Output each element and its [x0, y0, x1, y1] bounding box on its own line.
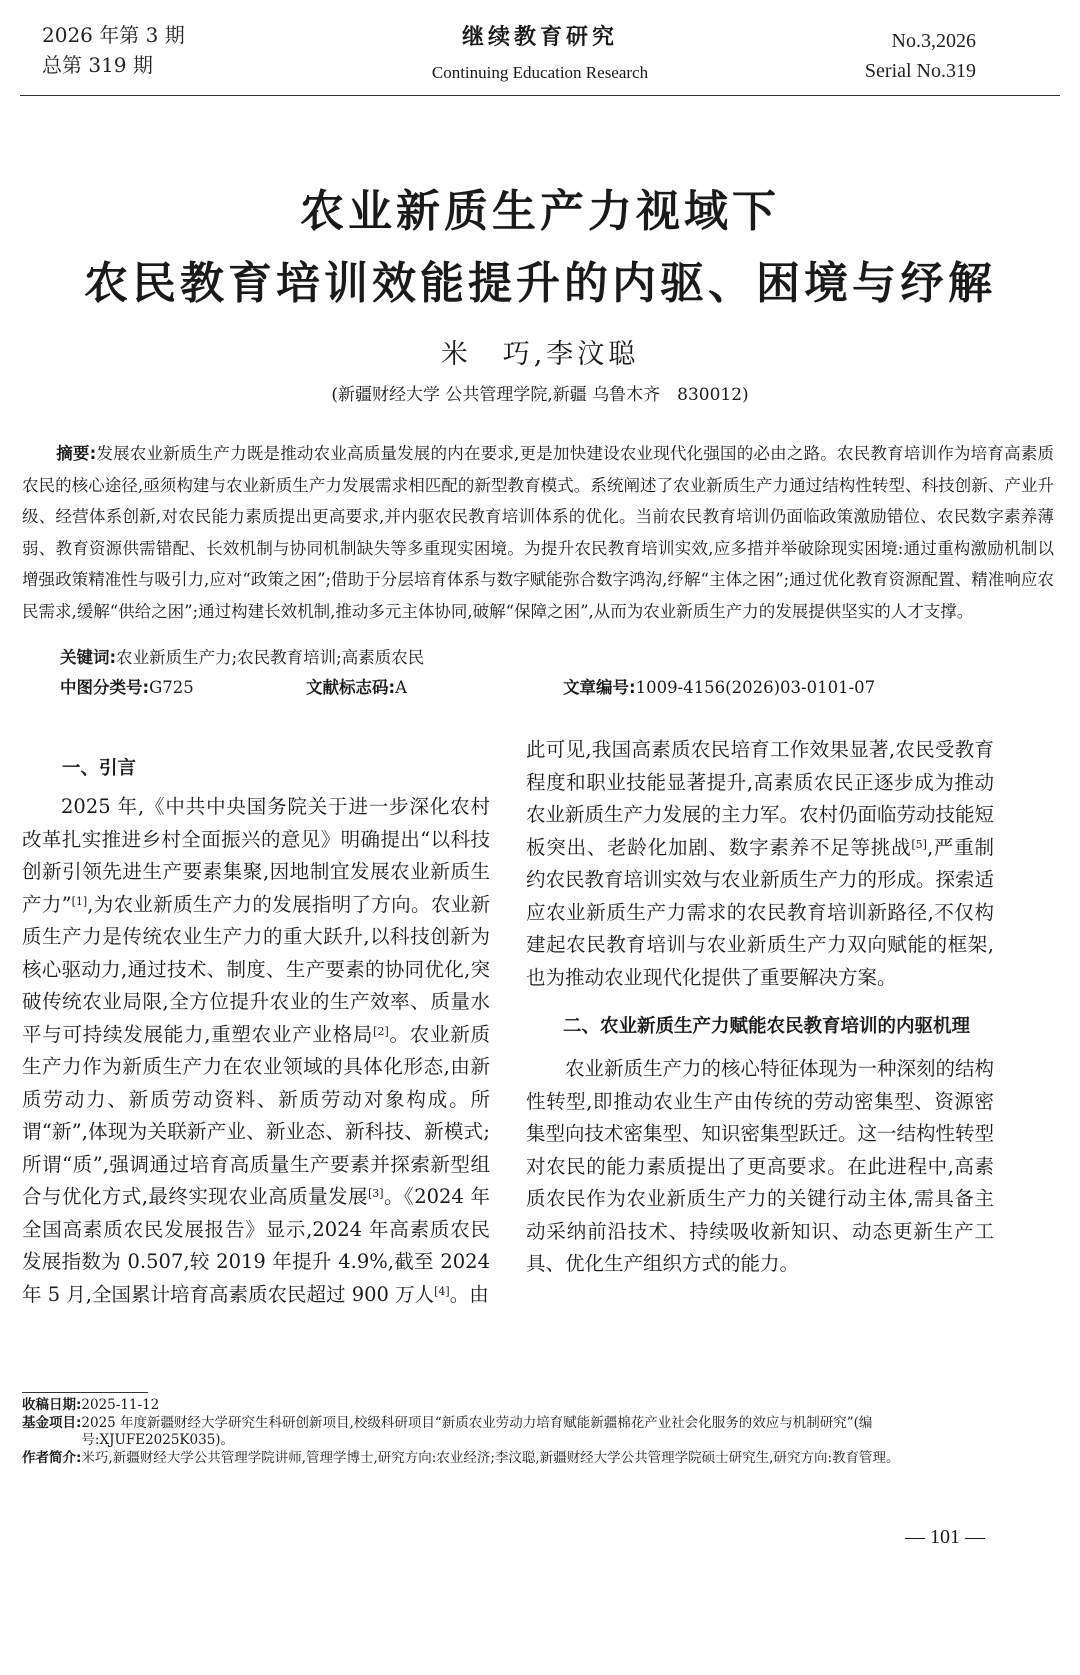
footnotes [22, 1397, 997, 1467]
article-number-value: 1009-4156(2026)03-0101-07 [635, 678, 876, 697]
title-line-2: 农民教育培训效能提升的内驱、困境与纾解 [84, 258, 996, 309]
article-number [563, 673, 875, 703]
author-bio [22, 1450, 997, 1468]
header-divider [20, 95, 1060, 96]
clc-value: G725 [149, 678, 194, 697]
author-bio-label: 作者简介: [22, 1449, 82, 1466]
clc-number [60, 673, 194, 703]
abstract [22, 438, 1054, 628]
paragraph-1 [22, 791, 490, 1311]
p2-text-a: 此可见,我国高素质农民培育工作效果显著,农民受教育程度和职业技能显著提升,高素质农民正逐步成为推动农业新质生产力发展的主力军。农村仍面临劳动技能短板突出、老龄化加剧、数字素养不足等挑战 [526, 738, 995, 859]
issue-number-cn: 2026 年第 3 期 [42, 23, 185, 47]
issue-number-en: No.3,2026 [891, 30, 976, 52]
fund-label: 基金项目: [22, 1414, 82, 1431]
authors: 米 巧,李汶聪 [440, 339, 640, 370]
citation-3[interactable]: [3] [367, 1187, 384, 1200]
citation-4[interactable]: [4] [434, 1284, 450, 1298]
citation-1[interactable]: [1] [71, 894, 88, 908]
abstract-label: 摘要: [56, 444, 97, 463]
section-2-heading: 二、农业新质生产力赋能农民教育培训的内驱机理 [563, 1016, 971, 1037]
clc-label: 中图分类号: [60, 678, 150, 697]
p1-text-c: 。农业新质生产力作为新质生产力在农业领域的具体化形态,由新质劳动力、新质劳动资料、新质劳动对象构成。所谓“新”,体现为关联新产业、新业态、新科技、新模式;所谓“质”,强调通过培育高质量生产要素并探索新型组合与优化方式,最终实现农业高质量发展 [22, 1022, 490, 1208]
p1-text-e: 。由 [449, 1282, 489, 1306]
journal-title-cn: 继续教育研究 [461, 24, 618, 50]
body-column-left [22, 752, 490, 1311]
body-column-right [526, 734, 994, 1281]
p2-text-b: ,严重制约农民教育培训实效与农业新质生产力的形成。探索适应农业新质生产力需求的农民教育培训新路径,不仅构建起农民教育培训与农业新质生产力双向赋能的框架,也为推动农业现代化提供了重要解决方案。 [526, 835, 995, 989]
paragraph-2 [526, 734, 994, 994]
paragraph-3: 农业新质生产力的核心特征体现为一种深刻的结构性转型,即推动农业生产由传统的劳动密集型、资源密集型向技术密集型、知识密集型跃迁。这一结构性转型对农民的能力素质提出了更高要求。在此进程中,高素质农民作为农业新质生产力的关键行动主体,需具备主动采纳前沿技术、持续吸收新知识、动态更新生产工具、优化生产组织方式的能力。 [526, 1057, 995, 1275]
keywords [60, 643, 1050, 673]
citation-5[interactable]: [5] [911, 837, 927, 851]
serial-number-cn: 总第 319 期 [42, 53, 153, 77]
section-1-heading: 一、引言 [62, 758, 137, 779]
received-value: 2025-11-12 [81, 1397, 160, 1413]
document-code [306, 673, 407, 703]
title-line-1: 农业新质生产力视域下 [300, 186, 780, 237]
keywords-label: 关键词: [60, 648, 117, 667]
received-label: 收稿日期: [22, 1397, 82, 1413]
p1-text-b: ,为农业新质生产力的发展指明了方向。农业新质生产力是传统农业生产力的重大跃升,以科技创新为核心驱动力,通过技术、制度、生产要素的协同优化,突破传统农业局限,全方位提升农业的生产效率、质量水平与可持续发展能力,重塑农业产业格局 [22, 892, 490, 1046]
abstract-text: 发展农业新质生产力既是推动农业高质量发展的内在要求,更是加快建设农业现代化强国的必由之路。农民教育培训作为培育高素质农民的核心途径,亟须构建与农业新质生产力发展需求相匹配的新型教育模式。系统阐述了农业新质生产力通过结构性转型、科技创新、产业升级、经营体系创新,对农民能力素质提出更高要求,并内驱农民教育培训体系的优化。当前农民教育培训仍面临政策激励错位、农民数字素养薄弱、教育资源供需错配、长效机制与协同机制缺失等多重现实困境。为提升农民教育培训实效,应多措并举破除现实困境:通过重构激励机制以增强政策精准性与吸引力,应对“政策之困”;借助于分层培育体系与数字赋能弥合数字鸿沟,纾解“主体之困”;通过优化教育资源配置、精准响应农民需求,缓解“供给之困”;通过构建长效机制,推动多元主体协同,破解“保障之困”,从而为农业新质生产力的发展提供坚实的人才支撑。 [22, 444, 1054, 621]
doc-code-value: A [395, 678, 408, 697]
article-number-label: 文章编号: [563, 678, 636, 697]
footnote-divider [22, 1392, 148, 1393]
p1-text-a: 2025 年,《中共中央国务院关于进一步深化农村改革扎实推进乡村全面振兴的意见》明确提出“以科技创新引领先进生产要素集聚,因地制宜发展农业新质生产力” [22, 795, 490, 916]
p1-text-d: 。《2024 年全国高素质农民发展报告》显示,2024 年高素质农民发展指数为 0.507,较 2019 年提升 4.9%,截至 2024 年 5 月,全国累计培育高素质农民超过 900 万人 [22, 1185, 490, 1306]
affiliation: (新疆财经大学 公共管理学院,新疆 乌鲁木齐 830012) [331, 385, 749, 405]
doc-code-label: 文献标志码: [306, 678, 396, 697]
author-bio-value: 米巧,新疆财经大学公共管理学院讲师,管理学博士,研究方向:农业经济;李汶聪,新疆财经大学公共管理学院硕士研究生,研究方向:教育管理。 [81, 1449, 900, 1466]
fund-value: 2025 年度新疆财经大学研究生科研创新项目,校级科研项目“新质农业劳动力培育赋能新疆棉花产业社会化服务的效应与机制研究”(编号:XJUFE2025K035)。 [81, 1414, 873, 1448]
citation-2[interactable]: [2] [373, 1024, 389, 1038]
serial-number-en: Serial No.319 [864, 60, 976, 82]
keywords-text: 农业新质生产力;农民教育培训;高素质农民 [116, 648, 425, 667]
issue-info-en [865, 26, 976, 86]
fund-info [22, 1415, 997, 1450]
journal-title-en: Continuing Education Research [431, 63, 649, 82]
received-date [22, 1397, 997, 1415]
page-number: — 101 — [905, 1526, 985, 1548]
article-title [0, 176, 1080, 320]
